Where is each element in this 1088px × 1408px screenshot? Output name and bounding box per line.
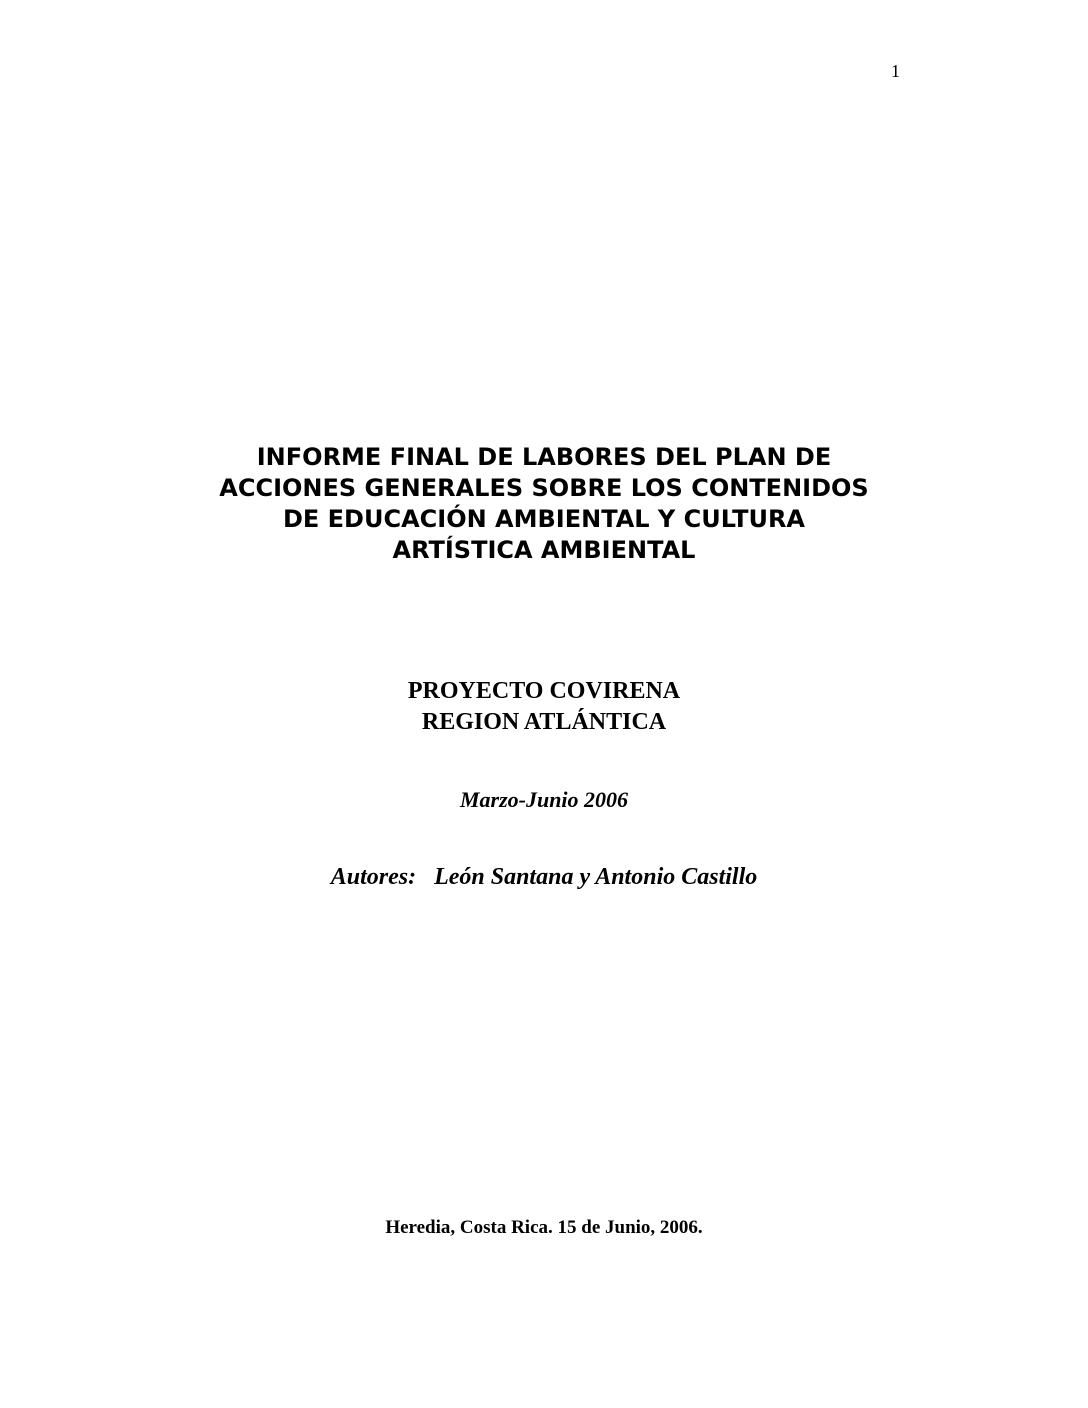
project-heading (0, 676, 1088, 738)
page-number: 1 (891, 61, 900, 81)
project-line: REGION ATLÁNTICA (421, 709, 667, 735)
title-line: INFORME FINAL DE LABORES DEL PLAN DE (256, 443, 832, 471)
report-period: Marzo-Junio 2006 (459, 787, 629, 812)
place-and-date: Heredia, Costa Rica. 15 de Junio, 2006. (385, 1217, 703, 1238)
report-title (0, 442, 1088, 566)
report-authors: Autores: León Santana y Antonio Castillo (330, 864, 758, 890)
title-line: DE EDUCACIÓN AMBIENTAL Y CULTURA (282, 505, 805, 533)
title-line: ACCIONES GENERALES SOBRE LOS CONTENIDOS (219, 474, 869, 502)
title-line: ARTÍSTICA AMBIENTAL (392, 536, 696, 564)
project-line: PROYECTO COVIRENA (407, 678, 681, 704)
